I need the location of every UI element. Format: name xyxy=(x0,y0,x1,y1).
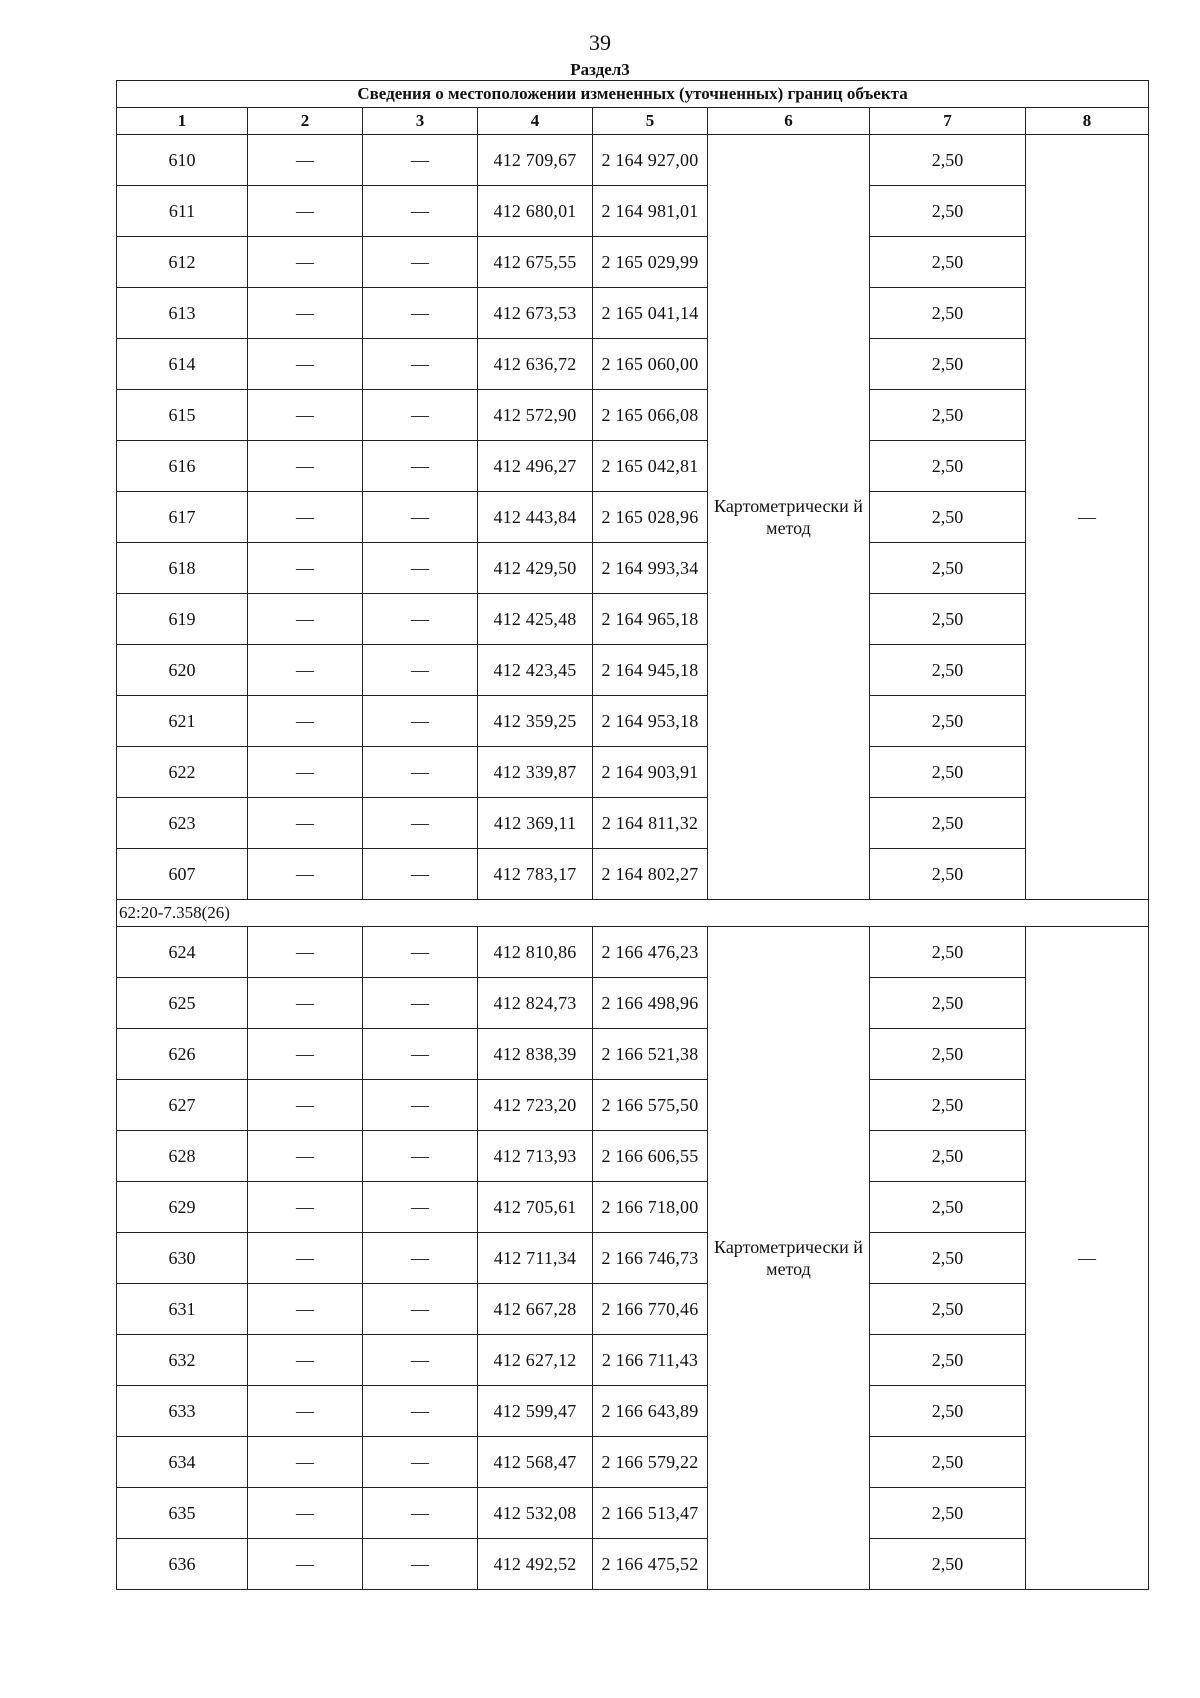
accuracy-value: 2,50 xyxy=(870,747,1026,798)
col2-value: — xyxy=(248,594,363,645)
coord-y: 2 164 811,32 xyxy=(593,798,708,849)
coord-x: 412 359,25 xyxy=(478,696,593,747)
accuracy-value: 2,50 xyxy=(870,645,1026,696)
table-row xyxy=(117,135,1149,186)
accuracy-value: 2,50 xyxy=(870,492,1026,543)
coord-x: 412 425,48 xyxy=(478,594,593,645)
col2-value: — xyxy=(248,1233,363,1284)
col3-value: — xyxy=(363,135,478,186)
table-row xyxy=(117,339,1149,390)
col2-value: — xyxy=(248,492,363,543)
accuracy-value: 2,50 xyxy=(870,339,1026,390)
col3-value: — xyxy=(363,1437,478,1488)
col3-value: — xyxy=(363,1488,478,1539)
col2-value: — xyxy=(248,645,363,696)
table-row xyxy=(117,543,1149,594)
point-number: 614 xyxy=(117,339,248,390)
coord-x: 412 636,72 xyxy=(478,339,593,390)
table-body xyxy=(117,81,1149,1590)
col3-value: — xyxy=(363,798,478,849)
point-number: 621 xyxy=(117,696,248,747)
point-number: 617 xyxy=(117,492,248,543)
point-number: 630 xyxy=(117,1233,248,1284)
accuracy-value: 2,50 xyxy=(870,927,1026,978)
point-number: 625 xyxy=(117,978,248,1029)
col3-value: — xyxy=(363,339,478,390)
point-number: 612 xyxy=(117,237,248,288)
column-header: 5 xyxy=(593,108,708,135)
coord-y: 2 166 643,89 xyxy=(593,1386,708,1437)
column-header: 3 xyxy=(363,108,478,135)
column-header: 1 xyxy=(117,108,248,135)
col2-value: — xyxy=(248,186,363,237)
table-row xyxy=(117,1335,1149,1386)
point-number: 635 xyxy=(117,1488,248,1539)
col3-value: — xyxy=(363,237,478,288)
point-number: 619 xyxy=(117,594,248,645)
col2-value: — xyxy=(248,747,363,798)
point-number: 622 xyxy=(117,747,248,798)
coord-y: 2 164 927,00 xyxy=(593,135,708,186)
coord-x: 412 705,61 xyxy=(478,1182,593,1233)
table-row xyxy=(117,441,1149,492)
col2-value: — xyxy=(248,978,363,1029)
coord-y: 2 165 029,99 xyxy=(593,237,708,288)
coord-x: 412 838,39 xyxy=(478,1029,593,1080)
coord-x: 412 429,50 xyxy=(478,543,593,594)
coord-x: 412 675,55 xyxy=(478,237,593,288)
note-cell: — xyxy=(1026,927,1149,1590)
table-row xyxy=(117,186,1149,237)
accuracy-value: 2,50 xyxy=(870,1386,1026,1437)
table-row xyxy=(117,798,1149,849)
col2-value: — xyxy=(248,1080,363,1131)
section-title: Раздел3 xyxy=(570,60,630,79)
coord-y: 2 164 802,27 xyxy=(593,849,708,900)
page-number: 39 xyxy=(589,30,611,55)
col2-value: — xyxy=(248,927,363,978)
col3-value: — xyxy=(363,441,478,492)
accuracy-value: 2,50 xyxy=(870,1182,1026,1233)
coord-y: 2 164 945,18 xyxy=(593,645,708,696)
coord-y: 2 166 718,00 xyxy=(593,1182,708,1233)
table-row xyxy=(117,237,1149,288)
coord-y: 2 166 475,52 xyxy=(593,1539,708,1590)
coord-y: 2 164 981,01 xyxy=(593,186,708,237)
coord-y: 2 166 476,23 xyxy=(593,927,708,978)
coord-y: 2 164 965,18 xyxy=(593,594,708,645)
accuracy-value: 2,50 xyxy=(870,1131,1026,1182)
accuracy-value: 2,50 xyxy=(870,978,1026,1029)
col3-value: — xyxy=(363,1233,478,1284)
method-cell: Картометрически й метод xyxy=(708,135,870,900)
accuracy-value: 2,50 xyxy=(870,1539,1026,1590)
accuracy-value: 2,50 xyxy=(870,1080,1026,1131)
accuracy-value: 2,50 xyxy=(870,135,1026,186)
table-row xyxy=(117,594,1149,645)
col3-value: — xyxy=(363,1029,478,1080)
table-row xyxy=(117,1539,1149,1590)
table-row xyxy=(117,390,1149,441)
point-number: 610 xyxy=(117,135,248,186)
point-number: 618 xyxy=(117,543,248,594)
col2-value: — xyxy=(248,339,363,390)
table-row xyxy=(117,1233,1149,1284)
col3-value: — xyxy=(363,288,478,339)
col2-value: — xyxy=(248,849,363,900)
col3-value: — xyxy=(363,1080,478,1131)
coord-y: 2 166 521,38 xyxy=(593,1029,708,1080)
coord-y: 2 166 498,96 xyxy=(593,978,708,1029)
col2-value: — xyxy=(248,441,363,492)
coord-x: 412 723,20 xyxy=(478,1080,593,1131)
coord-x: 412 711,34 xyxy=(478,1233,593,1284)
column-header: 7 xyxy=(870,108,1026,135)
col3-value: — xyxy=(363,543,478,594)
point-number: 615 xyxy=(117,390,248,441)
coord-y: 2 165 041,14 xyxy=(593,288,708,339)
coord-x: 412 627,12 xyxy=(478,1335,593,1386)
table-row xyxy=(117,1131,1149,1182)
col3-value: — xyxy=(363,696,478,747)
table-row xyxy=(117,849,1149,900)
coord-y: 2 165 066,08 xyxy=(593,390,708,441)
accuracy-value: 2,50 xyxy=(870,1488,1026,1539)
coord-x: 412 680,01 xyxy=(478,186,593,237)
col2-value: — xyxy=(248,1539,363,1590)
table-caption-row xyxy=(117,81,1149,108)
table-row xyxy=(117,1386,1149,1437)
point-number: 632 xyxy=(117,1335,248,1386)
accuracy-value: 2,50 xyxy=(870,1437,1026,1488)
column-header: 8 xyxy=(1026,108,1149,135)
coord-x: 412 443,84 xyxy=(478,492,593,543)
accuracy-value: 2,50 xyxy=(870,237,1026,288)
coord-y: 2 166 513,47 xyxy=(593,1488,708,1539)
accuracy-value: 2,50 xyxy=(870,288,1026,339)
table-row xyxy=(117,927,1149,978)
table-caption: Сведения о местоположении измененных (уточненных) границ объекта xyxy=(117,81,1149,108)
col2-value: — xyxy=(248,288,363,339)
col2-value: — xyxy=(248,1029,363,1080)
col3-value: — xyxy=(363,978,478,1029)
point-number: 607 xyxy=(117,849,248,900)
coord-x: 412 713,93 xyxy=(478,1131,593,1182)
coord-y: 2 166 770,46 xyxy=(593,1284,708,1335)
point-number: 627 xyxy=(117,1080,248,1131)
col3-value: — xyxy=(363,1131,478,1182)
accuracy-value: 2,50 xyxy=(870,798,1026,849)
col2-value: — xyxy=(248,798,363,849)
coord-y: 2 165 060,00 xyxy=(593,339,708,390)
column-header: 2 xyxy=(248,108,363,135)
coord-y: 2 165 028,96 xyxy=(593,492,708,543)
col3-value: — xyxy=(363,1284,478,1335)
coord-x: 412 599,47 xyxy=(478,1386,593,1437)
col3-value: — xyxy=(363,1539,478,1590)
method-cell: Картометрически й метод xyxy=(708,927,870,1590)
col2-value: — xyxy=(248,1131,363,1182)
table-row xyxy=(117,747,1149,798)
coord-x: 412 783,17 xyxy=(478,849,593,900)
point-number: 616 xyxy=(117,441,248,492)
coord-y: 2 166 606,55 xyxy=(593,1131,708,1182)
coord-y: 2 164 903,91 xyxy=(593,747,708,798)
col3-value: — xyxy=(363,1386,478,1437)
point-number: 624 xyxy=(117,927,248,978)
group-label: 62:20-7.358(26) xyxy=(117,900,1149,927)
table-row xyxy=(117,1080,1149,1131)
accuracy-value: 2,50 xyxy=(870,1029,1026,1080)
point-number: 633 xyxy=(117,1386,248,1437)
table-row xyxy=(117,645,1149,696)
coord-x: 412 667,28 xyxy=(478,1284,593,1335)
col3-value: — xyxy=(363,927,478,978)
coord-y: 2 164 953,18 xyxy=(593,696,708,747)
coord-x: 412 568,47 xyxy=(478,1437,593,1488)
column-header: 4 xyxy=(478,108,593,135)
coord-x: 412 496,27 xyxy=(478,441,593,492)
coord-x: 412 709,67 xyxy=(478,135,593,186)
point-number: 611 xyxy=(117,186,248,237)
coord-y: 2 166 579,22 xyxy=(593,1437,708,1488)
group-label-row xyxy=(117,900,1149,927)
col3-value: — xyxy=(363,645,478,696)
table-row xyxy=(117,1182,1149,1233)
coord-x: 412 369,11 xyxy=(478,798,593,849)
col3-value: — xyxy=(363,1335,478,1386)
col3-value: — xyxy=(363,390,478,441)
coord-y: 2 164 993,34 xyxy=(593,543,708,594)
col3-value: — xyxy=(363,186,478,237)
note-cell: — xyxy=(1026,135,1149,900)
accuracy-value: 2,50 xyxy=(870,1233,1026,1284)
col2-value: — xyxy=(248,1488,363,1539)
accuracy-value: 2,50 xyxy=(870,1335,1026,1386)
table-row xyxy=(117,978,1149,1029)
accuracy-value: 2,50 xyxy=(870,186,1026,237)
col3-value: — xyxy=(363,849,478,900)
point-number: 631 xyxy=(117,1284,248,1335)
coord-x: 412 339,87 xyxy=(478,747,593,798)
coord-x: 412 810,86 xyxy=(478,927,593,978)
col2-value: — xyxy=(248,1284,363,1335)
col3-value: — xyxy=(363,1182,478,1233)
accuracy-value: 2,50 xyxy=(870,441,1026,492)
point-number: 623 xyxy=(117,798,248,849)
column-header-row xyxy=(117,108,1149,135)
table-row xyxy=(117,492,1149,543)
coordinates-table xyxy=(116,80,1149,1590)
point-number: 636 xyxy=(117,1539,248,1590)
point-number: 613 xyxy=(117,288,248,339)
col2-value: — xyxy=(248,696,363,747)
coord-x: 412 532,08 xyxy=(478,1488,593,1539)
table-row xyxy=(117,696,1149,747)
col2-value: — xyxy=(248,390,363,441)
accuracy-value: 2,50 xyxy=(870,849,1026,900)
coord-x: 412 492,52 xyxy=(478,1539,593,1590)
table-row xyxy=(117,288,1149,339)
point-number: 628 xyxy=(117,1131,248,1182)
accuracy-value: 2,50 xyxy=(870,390,1026,441)
col2-value: — xyxy=(248,1182,363,1233)
coord-x: 412 824,73 xyxy=(478,978,593,1029)
coord-y: 2 165 042,81 xyxy=(593,441,708,492)
table-row xyxy=(117,1488,1149,1539)
coord-y: 2 166 575,50 xyxy=(593,1080,708,1131)
point-number: 629 xyxy=(117,1182,248,1233)
col3-value: — xyxy=(363,747,478,798)
column-header: 6 xyxy=(708,108,870,135)
table-row xyxy=(117,1284,1149,1335)
coord-x: 412 572,90 xyxy=(478,390,593,441)
coord-y: 2 166 711,43 xyxy=(593,1335,708,1386)
accuracy-value: 2,50 xyxy=(870,1284,1026,1335)
accuracy-value: 2,50 xyxy=(870,594,1026,645)
col2-value: — xyxy=(248,237,363,288)
col2-value: — xyxy=(248,1335,363,1386)
point-number: 634 xyxy=(117,1437,248,1488)
col2-value: — xyxy=(248,543,363,594)
col3-value: — xyxy=(363,594,478,645)
table-row xyxy=(117,1437,1149,1488)
coord-x: 412 673,53 xyxy=(478,288,593,339)
col2-value: — xyxy=(248,135,363,186)
coord-y: 2 166 746,73 xyxy=(593,1233,708,1284)
point-number: 626 xyxy=(117,1029,248,1080)
col3-value: — xyxy=(363,492,478,543)
col2-value: — xyxy=(248,1437,363,1488)
accuracy-value: 2,50 xyxy=(870,696,1026,747)
coord-x: 412 423,45 xyxy=(478,645,593,696)
table-row xyxy=(117,1029,1149,1080)
point-number: 620 xyxy=(117,645,248,696)
accuracy-value: 2,50 xyxy=(870,543,1026,594)
col2-value: — xyxy=(248,1386,363,1437)
